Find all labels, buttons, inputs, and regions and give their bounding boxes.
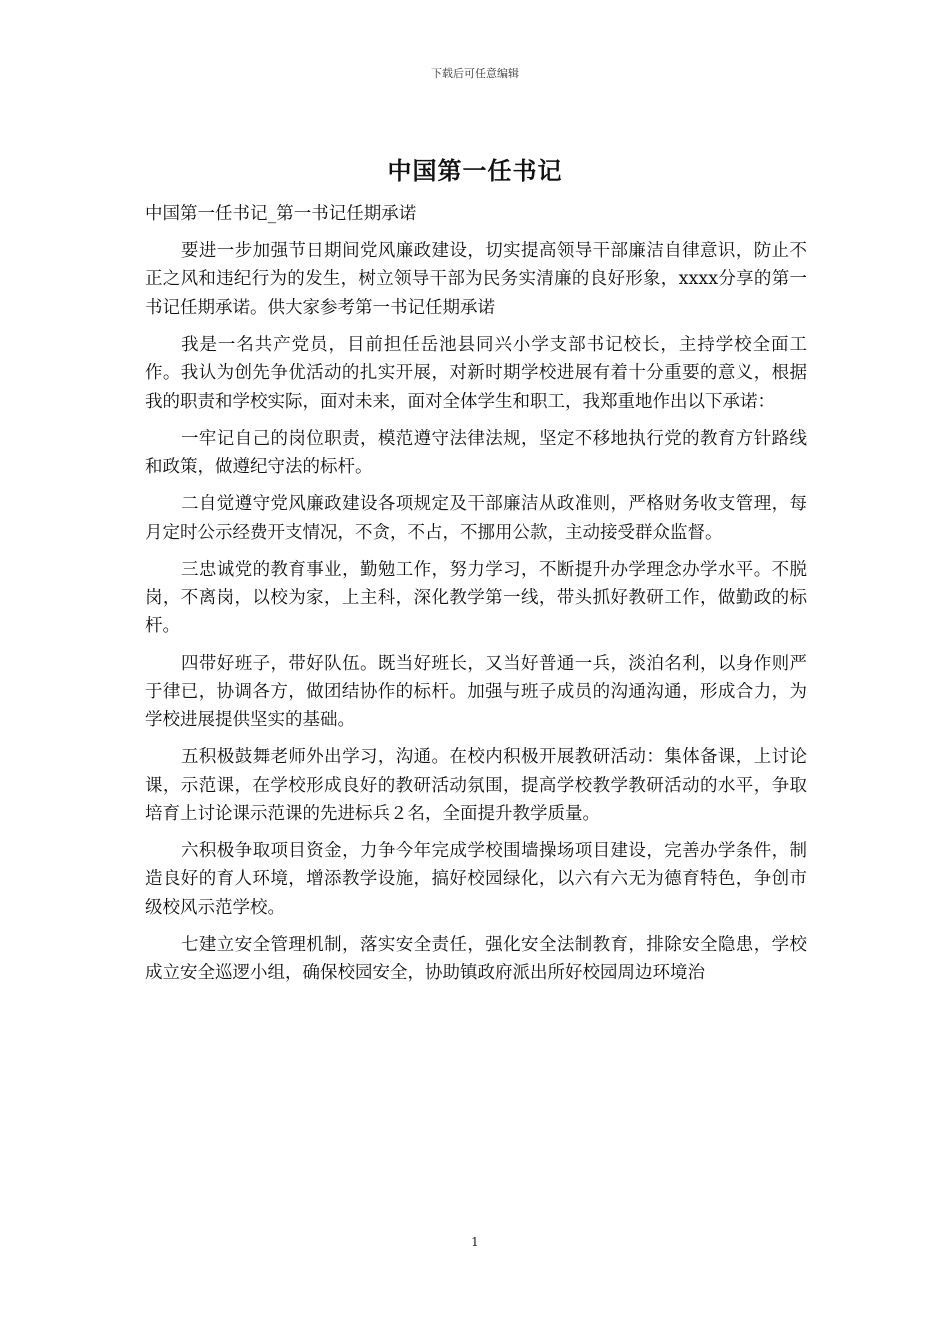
document-subtitle: 中国第一任书记_第一书记任期承诺	[145, 204, 417, 224]
page-header-note: 下载后可任意编辑	[431, 67, 519, 80]
paragraph-commitment-6: 六积极争取项目资金，力争今年完成学校围墙操场项目建设，完善办学条件，制造良好的育人环境，增添教学设施，搞好校园绿化，以六有六无为德育特色，争创市级校风示范学校。	[145, 841, 807, 918]
paragraph-self-introduction: 我是一名共产党员，目前担任岳池县同兴小学支部书记校长，主持学校全面工作。我认为创先争优活动的扎实开展，对新时期学校进展有着十分重要的意义，根据我的职责和学校实际，面对未来，面对全体学生和职工，我郑重地作出以下承诺：	[145, 334, 807, 412]
paragraph-commitment-4: 四带好班子，带好队伍。既当好班长，又当好普通一兵，淡泊名利，以身作则严于律已，协调各方，做团结协作的标杆。加强与班子成员的沟通沟通，形成合力，为学校进展提供坚实的基础。	[145, 653, 807, 731]
document-title: 中国第一任书记	[387, 156, 563, 185]
paragraph-commitment-7: 七建立安全管理机制，落实安全责任，强化安全法制教育，排除安全隐患，学校成立安全巡逻小组，确保校园安全，协助镇政府派出所好校园周边环境治	[145, 934, 807, 984]
document-body	[145, 200, 807, 996]
paragraph-intro: 要进一步加强节日期间党风廉政建设，切实提高领导干部廉洁自律意识，防止不正之风和违纪行为的发生，树立领导干部为民务实清廉的良好形象，xxxx分享的第一书记任期承诺。供大家参考第一书记任期承诺	[145, 241, 807, 318]
paragraph-commitment-5: 五积极鼓舞老师外出学习，沟通。在校内积极开展教研活动：集体备课，上讨论课，示范课，在学校形成良好的教研活动氛围，提高学校教学教研活动的水平，争取培育上讨论课示范课的先进标兵２名，全面提升教学质量。	[145, 747, 807, 824]
paragraph-commitment-1: 一牢记自己的岗位职责，模范遵守法律法规，坚定不移地执行党的教育方针路线和政策，做遵纪守法的标杆。	[145, 428, 807, 478]
paragraph-commitment-3: 三忠诚党的教育事业，勤勉工作，努力学习，不断提升办学理念办学水平。不脱岗，不离岗，以校为家，上主科，深化教学第一线，带头抓好教研工作，做勤政的标杆。	[145, 559, 807, 637]
page-number: 1	[471, 1235, 479, 1249]
paragraph-commitment-2: 二自觉遵守党风廉政建设各项规定及干部廉洁从政准则，严格财务收支管理，每月定时公示经费开支情况，不贪，不占，不挪用公款，主动接受群众监督。	[145, 494, 807, 543]
